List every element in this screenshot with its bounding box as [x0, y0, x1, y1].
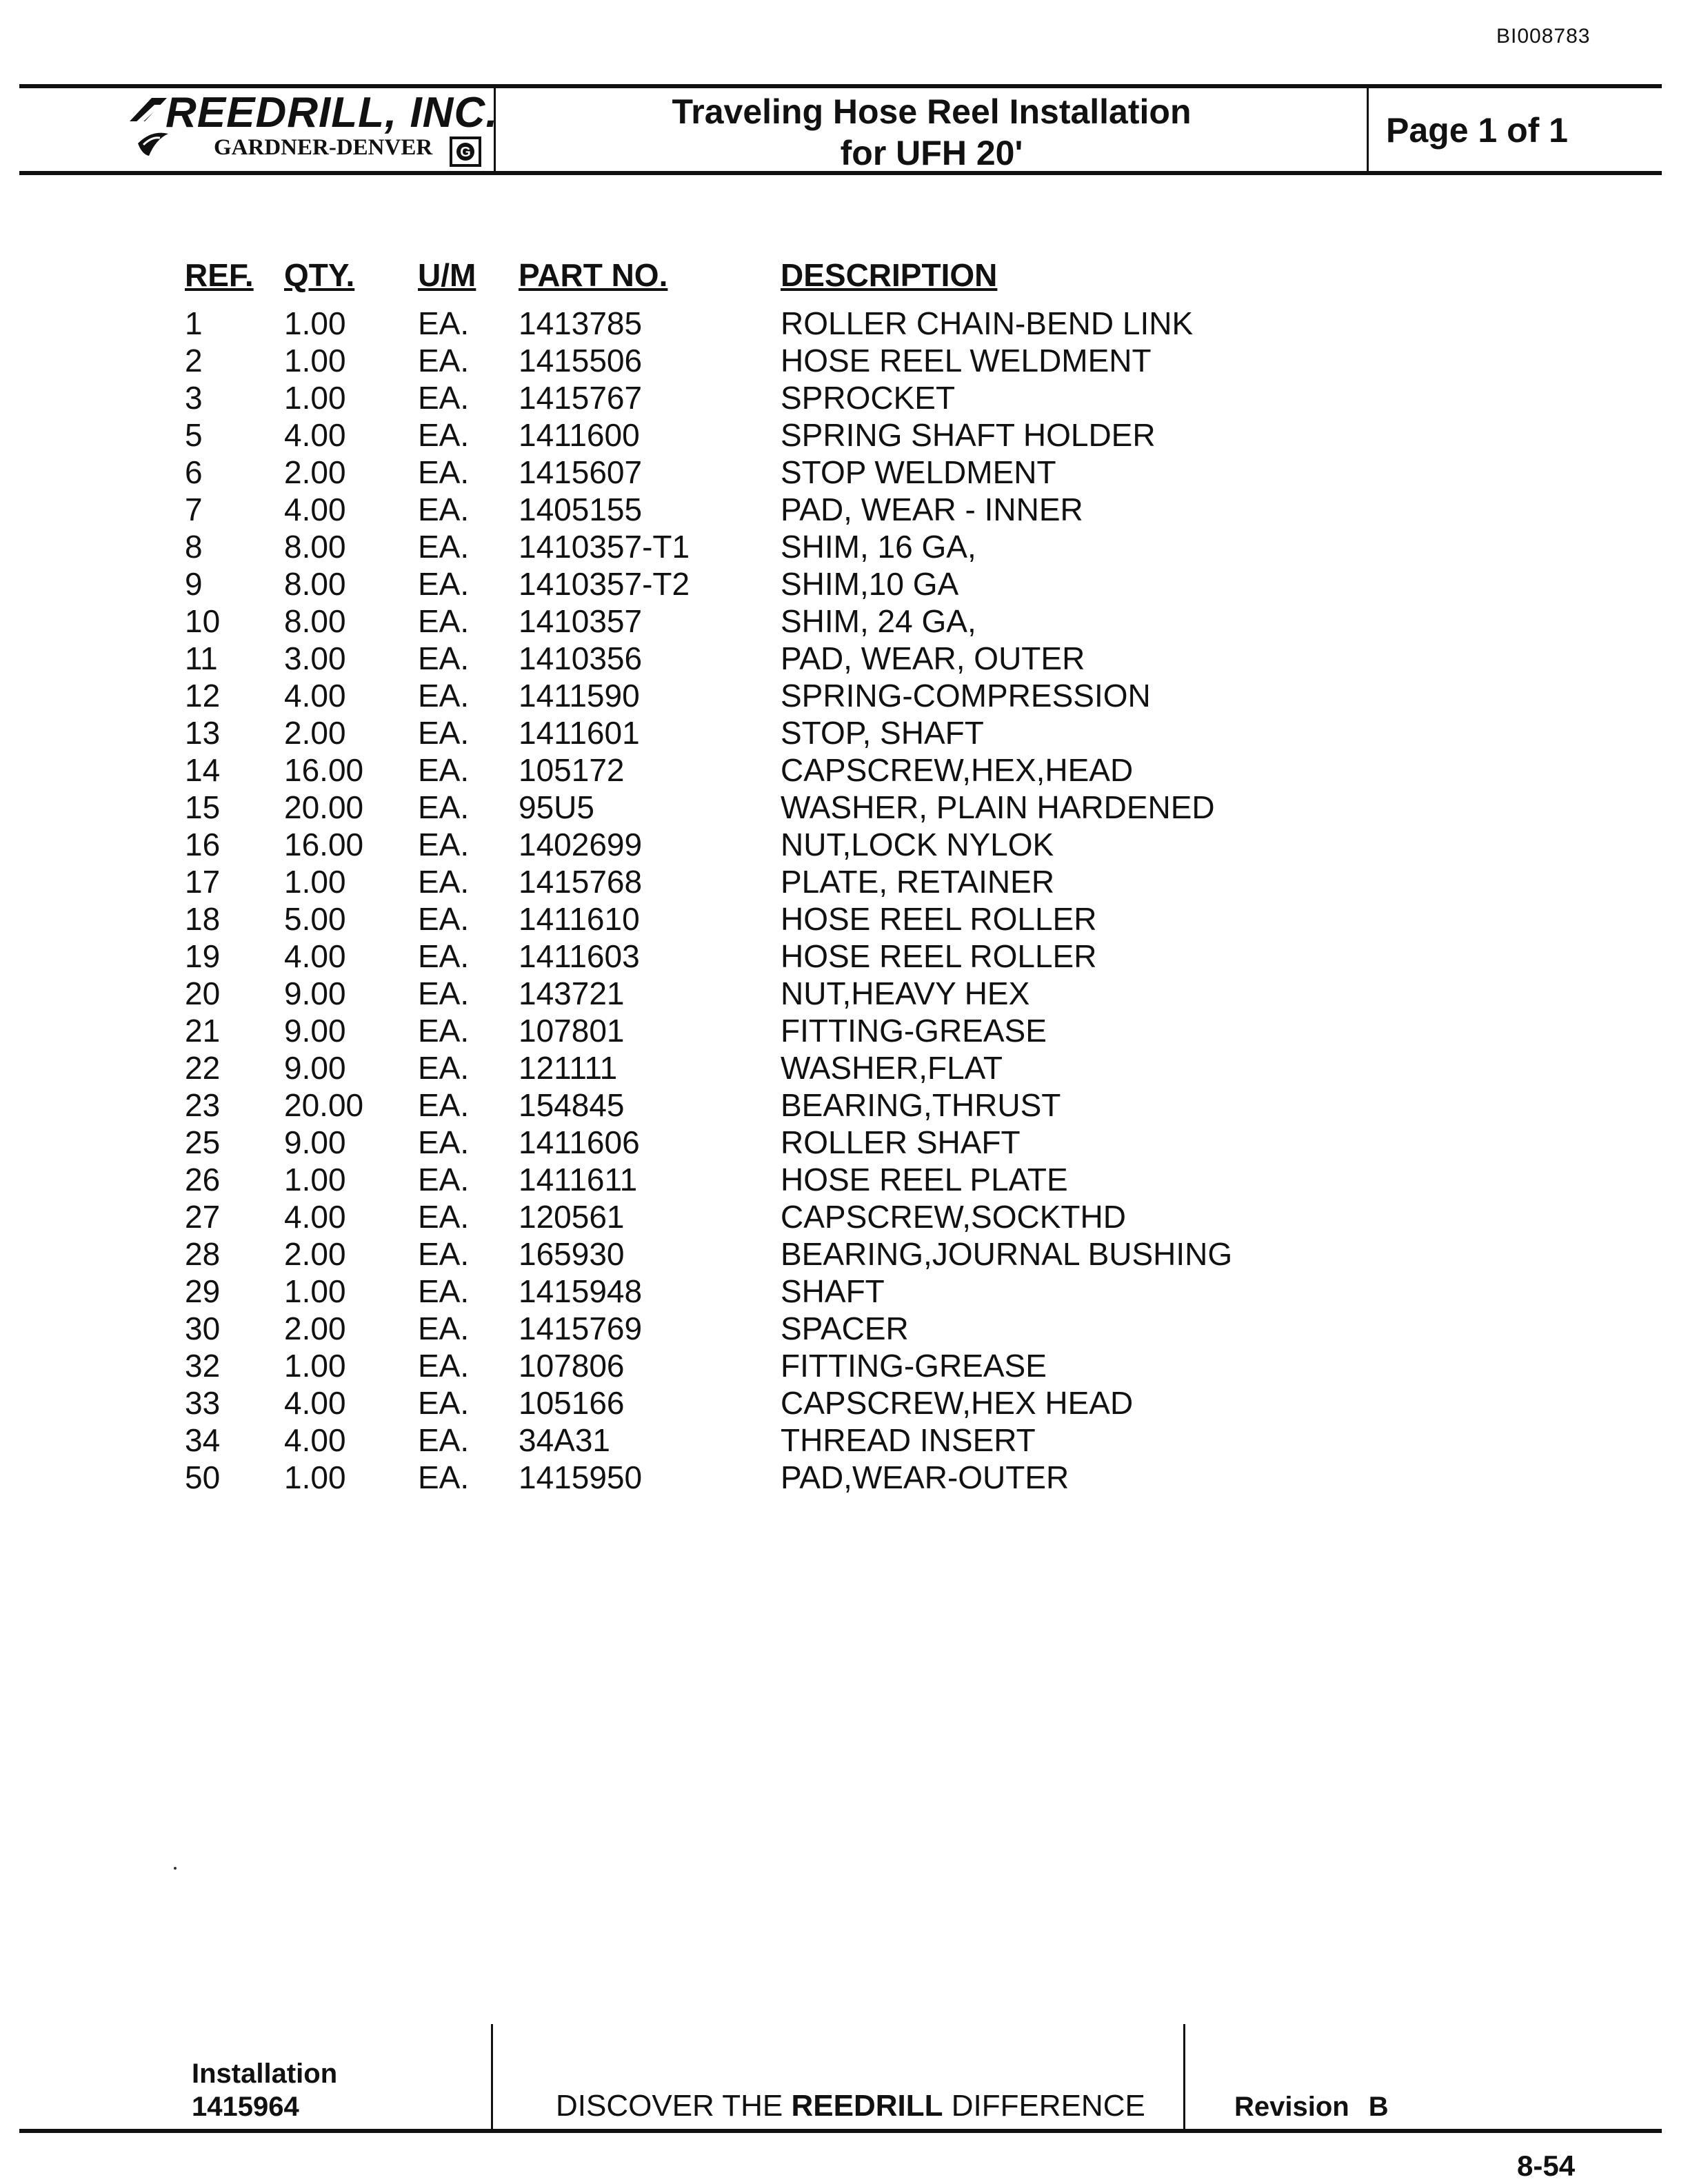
cell-um: EA. [418, 1162, 470, 1197]
table-row [185, 1273, 1277, 1310]
cell-um: EA. [418, 1459, 470, 1495]
cell-part-no: 1415767 [519, 380, 643, 416]
col-header-ref: REF. [185, 257, 254, 293]
table-row [185, 640, 1277, 677]
cell-qty: 9.00 [284, 1124, 346, 1160]
header-divider-right [1367, 87, 1369, 172]
cell-um: EA. [418, 752, 470, 788]
cell-qty: 20.00 [284, 1087, 364, 1123]
cell-qty: 8.00 [284, 566, 346, 602]
col-header-part-no: PART NO. [519, 257, 668, 293]
cell-um: EA. [418, 343, 470, 378]
cell-part-no: 121111 [519, 1050, 618, 1086]
table-row [185, 379, 1277, 416]
cell-um: EA. [418, 417, 470, 453]
cell-description: CAPSCREW,SOCKTHD [781, 1199, 1126, 1235]
cell-ref: 14 [185, 752, 221, 788]
cell-um: EA. [418, 1087, 470, 1123]
cell-ref: 29 [185, 1273, 221, 1309]
cell-ref: 7 [185, 492, 203, 527]
table-row [185, 714, 1277, 751]
cell-qty: 1.00 [284, 343, 346, 378]
cell-part-no: 1405155 [519, 492, 643, 527]
cell-description: THREAD INSERT [781, 1422, 1036, 1458]
cell-ref: 19 [185, 938, 221, 974]
table-row [185, 863, 1277, 900]
cell-part-no: 95U5 [519, 789, 594, 825]
cell-um: EA. [418, 380, 470, 416]
table-row [185, 1124, 1277, 1161]
cell-qty: 1.00 [284, 1348, 346, 1384]
cell-ref: 17 [185, 864, 221, 900]
installation-number: 1415964 [192, 2092, 299, 2122]
table-row [185, 751, 1277, 789]
cell-qty: 2.00 [284, 1236, 346, 1272]
cell-part-no: 120561 [519, 1199, 625, 1235]
cell-part-no: 1415948 [519, 1273, 643, 1309]
cell-qty: 2.00 [284, 1311, 346, 1346]
cell-part-no: 34A31 [519, 1422, 611, 1458]
parts-table [185, 255, 1277, 1496]
cell-part-no: 154845 [519, 1087, 625, 1123]
cell-qty: 1.00 [284, 380, 346, 416]
cell-description: NUT,HEAVY HEX [781, 975, 1030, 1011]
cell-description: SHAFT [781, 1273, 885, 1309]
cell-part-no: 1402699 [519, 827, 643, 862]
cell-description: PAD,WEAR-OUTER [781, 1459, 1069, 1495]
slogan-pre: DISCOVER THE [556, 2089, 792, 2123]
cell-ref: 20 [185, 975, 221, 1011]
cell-part-no: 1411601 [519, 715, 640, 751]
footer-slogan [556, 2089, 1145, 2123]
cell-part-no: 1415607 [519, 454, 643, 490]
cell-description: PAD, WEAR - INNER [781, 492, 1083, 527]
cell-ref: 13 [185, 715, 221, 751]
cell-um: EA. [418, 1013, 470, 1049]
cell-qty: 3.00 [284, 640, 346, 676]
cell-um: EA. [418, 1050, 470, 1086]
cell-part-no: 1415769 [519, 1311, 643, 1346]
table-row [185, 305, 1277, 342]
table-row [185, 1235, 1277, 1273]
cell-part-no: 107806 [519, 1348, 625, 1384]
revision-block [1234, 2092, 1389, 2123]
cell-description: SHIM, 16 GA, [781, 529, 976, 565]
cell-qty: 16.00 [284, 827, 364, 862]
cell-ref: 5 [185, 417, 203, 453]
cell-part-no: 1411606 [519, 1124, 640, 1160]
cell-qty: 9.00 [284, 1050, 346, 1086]
cell-description: BEARING,JOURNAL BUSHING [781, 1236, 1233, 1272]
cell-qty: 4.00 [284, 938, 346, 974]
cell-ref: 22 [185, 1050, 221, 1086]
page-title [496, 91, 1367, 174]
gardner-denver-mark-letter: G [460, 145, 471, 160]
cell-part-no: 1411590 [519, 678, 640, 714]
stray-mark [174, 1867, 177, 1870]
table-row [185, 1459, 1277, 1496]
cell-part-no: 1415768 [519, 864, 643, 900]
cell-ref: 21 [185, 1013, 221, 1049]
cell-ref: 30 [185, 1311, 221, 1346]
cell-ref: 33 [185, 1385, 221, 1421]
table-row [185, 789, 1277, 826]
col-header-qty: QTY. [284, 257, 355, 293]
cell-ref: 2 [185, 343, 203, 378]
cell-description: BEARING,THRUST [781, 1087, 1061, 1123]
cell-description: SHIM, 24 GA, [781, 603, 976, 639]
table-row [185, 677, 1277, 714]
cell-description: STOP, SHAFT [781, 715, 984, 751]
cell-um: EA. [418, 975, 470, 1011]
table-row [185, 454, 1277, 491]
slogan-brand: REEDRILL [791, 2089, 943, 2123]
cell-qty: 1.00 [284, 1273, 346, 1309]
cell-part-no: 105172 [519, 752, 625, 788]
cell-qty: 1.00 [284, 864, 346, 900]
cell-qty: 2.00 [284, 715, 346, 751]
parts-table-body [185, 305, 1277, 1496]
cell-ref: 6 [185, 454, 203, 490]
cell-ref: 23 [185, 1087, 221, 1123]
logo-parent-name: GARDNER-DENVER [214, 135, 433, 160]
cell-ref: 11 [185, 640, 218, 676]
cell-ref: 1 [185, 305, 203, 341]
cell-part-no: 107801 [519, 1013, 625, 1049]
cell-um: EA. [418, 715, 470, 751]
cell-qty: 4.00 [284, 1199, 346, 1235]
title-line-2: for UFH 20' [840, 134, 1023, 172]
cell-ref: 10 [185, 603, 221, 639]
cell-description: CAPSCREW,HEX,HEAD [781, 752, 1134, 788]
cell-description: FITTING-GREASE [781, 1348, 1047, 1384]
footer-rule [19, 2129, 1662, 2133]
slogan-post: DIFFERENCE [943, 2089, 1145, 2123]
cell-description: SPRING SHAFT HOLDER [781, 417, 1156, 453]
cell-um: EA. [418, 1422, 470, 1458]
cell-ref: 12 [185, 678, 221, 714]
page-number: 8-54 [1517, 2150, 1576, 2182]
cell-part-no: 105166 [519, 1385, 625, 1421]
installation-label: Installation [192, 2059, 338, 2089]
cell-description: NUT,LOCK NYLOK [781, 827, 1054, 862]
cell-description: SPRING-COMPRESSION [781, 678, 1151, 714]
cell-ref: 16 [185, 827, 221, 862]
page-indicator: Page 1 of 1 [1386, 111, 1568, 150]
revision-value: B [1368, 2092, 1389, 2122]
cell-um: EA. [418, 1385, 470, 1421]
cell-part-no: 1410356 [519, 640, 643, 676]
cell-um: EA. [418, 529, 470, 565]
cell-um: EA. [418, 305, 470, 341]
cell-qty: 4.00 [284, 678, 346, 714]
cell-part-no: 143721 [519, 975, 625, 1011]
cell-description: ROLLER CHAIN-BEND LINK [781, 305, 1194, 341]
cell-part-no: 1415506 [519, 343, 643, 378]
cell-description: PLATE, RETAINER [781, 864, 1055, 900]
cell-um: EA. [418, 864, 470, 900]
cell-part-no: 1411611 [519, 1162, 638, 1197]
cell-qty: 4.00 [284, 1422, 346, 1458]
cell-um: EA. [418, 678, 470, 714]
cell-part-no: 1411600 [519, 417, 640, 453]
cell-um: EA. [418, 1311, 470, 1346]
cell-qty: 9.00 [284, 1013, 346, 1049]
cell-qty: 9.00 [284, 975, 346, 1011]
cell-um: EA. [418, 566, 470, 602]
cell-qty: 1.00 [284, 1459, 346, 1495]
cell-um: EA. [418, 1348, 470, 1384]
cell-ref: 50 [185, 1459, 221, 1495]
logo-company-name: REEDRILL, INC. [165, 89, 499, 136]
installation-block [192, 2057, 337, 2123]
table-row [185, 975, 1277, 1012]
table-row [185, 826, 1277, 863]
cell-qty: 4.00 [284, 1385, 346, 1421]
cell-description: PAD, WEAR, OUTER [781, 640, 1085, 676]
cell-qty: 4.00 [284, 417, 346, 453]
cell-part-no: 1410357 [519, 603, 643, 639]
cell-part-no: 1411610 [519, 901, 640, 937]
cell-um: EA. [418, 1273, 470, 1309]
cell-part-no: 1413785 [519, 305, 643, 341]
cell-um: EA. [418, 640, 470, 676]
footer-divider-right [1183, 2024, 1185, 2129]
cell-description: STOP WELDMENT [781, 454, 1056, 490]
table-row [185, 491, 1277, 528]
table-row [185, 1198, 1277, 1235]
table-row [185, 1384, 1277, 1422]
table-row [185, 1347, 1277, 1384]
cell-description: HOSE REEL ROLLER [781, 901, 1097, 937]
cell-ref: 32 [185, 1348, 221, 1384]
table-row [185, 1422, 1277, 1459]
cell-qty: 16.00 [284, 752, 364, 788]
revision-label: Revision [1234, 2092, 1349, 2122]
cell-um: EA. [418, 1236, 470, 1272]
cell-um: EA. [418, 938, 470, 974]
company-logo [124, 88, 499, 170]
cell-um: EA. [418, 827, 470, 862]
cell-qty: 8.00 [284, 529, 346, 565]
cell-ref: 26 [185, 1162, 221, 1197]
cell-part-no: 1410357-T2 [519, 566, 690, 602]
cell-ref: 3 [185, 380, 203, 416]
cell-qty: 20.00 [284, 789, 364, 825]
cell-um: EA. [418, 603, 470, 639]
cell-ref: 18 [185, 901, 221, 937]
cell-qty: 5.00 [284, 901, 346, 937]
cell-ref: 15 [185, 789, 221, 825]
cell-part-no: 165930 [519, 1236, 625, 1272]
table-row [185, 565, 1277, 603]
cell-qty: 1.00 [284, 1162, 346, 1197]
cell-ref: 34 [185, 1422, 221, 1458]
cell-description: SHIM,10 GA [781, 566, 959, 602]
cell-part-no: 1411603 [519, 938, 640, 974]
cell-qty: 8.00 [284, 603, 346, 639]
cell-description: SPROCKET [781, 380, 956, 416]
cell-um: EA. [418, 901, 470, 937]
table-row [185, 1086, 1277, 1124]
cell-um: EA. [418, 454, 470, 490]
table-row [185, 603, 1277, 640]
table-row [185, 1161, 1277, 1198]
cell-part-no: 1415950 [519, 1459, 643, 1495]
cell-description: ROLLER SHAFT [781, 1124, 1021, 1160]
cell-qty: 4.00 [284, 492, 346, 527]
table-row [185, 1049, 1277, 1086]
cell-description: FITTING-GREASE [781, 1013, 1047, 1049]
cell-um: EA. [418, 1199, 470, 1235]
col-header-um: U/M [418, 257, 476, 293]
table-row [185, 528, 1277, 565]
cell-description: HOSE REEL PLATE [781, 1162, 1068, 1197]
cell-um: EA. [418, 789, 470, 825]
cell-ref: 9 [185, 566, 203, 602]
document-id: BI008783 [1496, 25, 1591, 48]
cell-description: HOSE REEL WELDMENT [781, 343, 1152, 378]
cell-ref: 25 [185, 1124, 221, 1160]
cell-ref: 28 [185, 1236, 221, 1272]
table-header-row [185, 255, 1277, 305]
footer-divider-left [491, 2024, 493, 2129]
cell-description: SPACER [781, 1311, 909, 1346]
table-row [185, 1012, 1277, 1049]
title-line-1: Traveling Hose Reel Installation [672, 92, 1192, 131]
cell-description: WASHER, PLAIN HARDENED [781, 789, 1215, 825]
table-row [185, 900, 1277, 938]
cell-ref: 27 [185, 1199, 221, 1235]
cell-description: WASHER,FLAT [781, 1050, 1003, 1086]
cell-um: EA. [418, 492, 470, 527]
cell-description: HOSE REEL ROLLER [781, 938, 1097, 974]
gardner-denver-mark-icon [450, 136, 481, 167]
cell-description: CAPSCREW,HEX HEAD [781, 1385, 1134, 1421]
cell-um: EA. [418, 1124, 470, 1160]
table-row [185, 1310, 1277, 1347]
table-row [185, 938, 1277, 975]
cell-qty: 1.00 [284, 305, 346, 341]
table-row [185, 416, 1277, 454]
cell-qty: 2.00 [284, 454, 346, 490]
cell-ref: 8 [185, 529, 203, 565]
col-header-description: DESCRIPTION [781, 257, 998, 293]
table-row [185, 342, 1277, 379]
cell-part-no: 1410357-T1 [519, 529, 690, 565]
